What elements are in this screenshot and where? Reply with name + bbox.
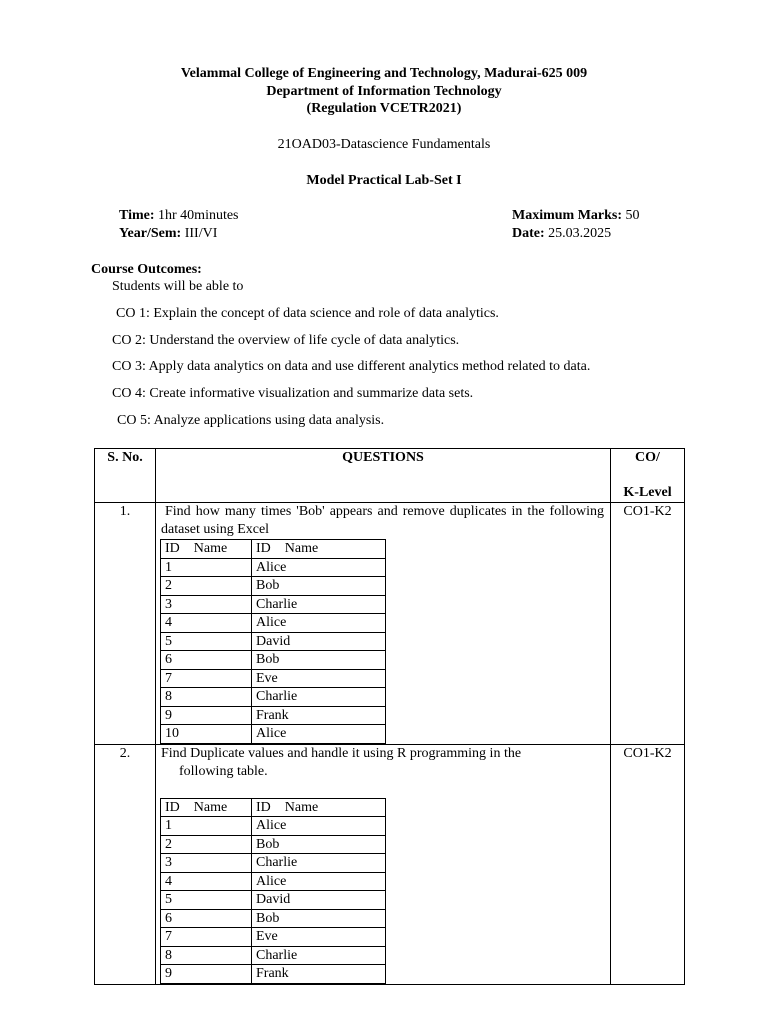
dataset-header-row [161, 798, 386, 817]
dataset-name: Bob [252, 651, 386, 670]
dataset-row [161, 872, 386, 891]
dataset-name: Eve [252, 669, 386, 688]
dataset-name: Eve [252, 928, 386, 947]
dataset-id: 1 [161, 558, 252, 577]
dataset-id: 10 [161, 725, 252, 744]
header-name: Name [193, 541, 228, 556]
dataset-id: 2 [161, 835, 252, 854]
outcome-item: CO 4: Create informative visualization and summarize data sets. [112, 386, 474, 401]
course-title: 21OAD03-Datascience Fundamentals [277, 137, 491, 152]
question-number: 1. [95, 503, 156, 745]
dataset-row [161, 688, 386, 707]
dataset-id: 8 [161, 946, 252, 965]
dataset-name: Charlie [252, 854, 386, 873]
question-text: Find how many times 'Bob' appears and remove duplicates in the following dataset using Excel [161, 504, 604, 537]
dataset-row [161, 725, 386, 744]
regulation: (Regulation VCETR2021) [306, 101, 462, 116]
dataset-id: 5 [161, 632, 252, 651]
date-label: Date: [512, 226, 545, 241]
co-level: CO1-K2 [611, 744, 685, 984]
dataset-name: Charlie [252, 595, 386, 614]
year-label: Year/Sem: [119, 226, 182, 241]
dataset-row [161, 928, 386, 947]
table-row [95, 744, 685, 984]
dataset-row [161, 577, 386, 596]
marks-info [512, 207, 640, 225]
marks-value: 50 [625, 208, 640, 223]
outcome-item: CO 3: Apply data analytics on data and use different analytics method related to data. [112, 359, 591, 374]
dataset-name: Alice [252, 558, 386, 577]
dataset-header-cell [252, 540, 386, 559]
outcome-item: CO 2: Understand the overview of life cycle of data analytics. [112, 333, 460, 348]
time-info [119, 207, 239, 225]
dataset-row [161, 614, 386, 633]
dataset-id: 7 [161, 928, 252, 947]
dataset-row [161, 891, 386, 910]
dataset-row [161, 651, 386, 670]
dataset-name: Bob [252, 577, 386, 596]
dataset-row [161, 965, 386, 984]
time-label: Time: [119, 208, 155, 223]
question-text-line2: following table. [179, 763, 268, 779]
department-name: Department of Information Technology [266, 83, 502, 99]
dataset-name: Charlie [252, 688, 386, 707]
dataset-id: 9 [161, 706, 252, 725]
dataset-id: 2 [161, 577, 252, 596]
dataset-id: 6 [161, 651, 252, 670]
dataset-id: 4 [161, 872, 252, 891]
dataset-id: 7 [161, 669, 252, 688]
question-text-line1: Find Duplicate values and handle it using R programming in the [161, 745, 522, 761]
dataset-row [161, 706, 386, 725]
co-level: CO1-K2 [611, 503, 685, 745]
dataset-name: Alice [252, 614, 386, 633]
dataset-header-cell [161, 540, 252, 559]
outcomes-heading: Course Outcomes: [91, 262, 202, 277]
time-value: 1hr 40minutes [158, 208, 239, 223]
dataset-id: 5 [161, 891, 252, 910]
co-header-line1: CO/ [635, 450, 660, 465]
year-value: III/VI [184, 226, 218, 241]
dataset-id: 9 [161, 965, 252, 984]
dataset-row [161, 669, 386, 688]
dataset-id: 6 [161, 909, 252, 928]
co-header [611, 449, 685, 503]
dataset-row [161, 558, 386, 577]
dataset-row [161, 632, 386, 651]
header-name: Name [284, 541, 319, 556]
marks-label: Maximum Marks: [512, 208, 623, 223]
date-value: 25.03.2025 [548, 226, 612, 241]
header-name: Name [284, 799, 319, 815]
dataset-row [161, 817, 386, 836]
header-id: ID [256, 541, 271, 556]
dataset-name: Alice [252, 725, 386, 744]
outcome-item: CO 5: Analyze applications using data analysis. [117, 413, 385, 428]
dataset-row [161, 909, 386, 928]
dataset-row [161, 595, 386, 614]
questions-table [94, 448, 685, 985]
header-id: ID [256, 799, 271, 815]
dataset-id: 8 [161, 688, 252, 707]
header-id: ID [165, 541, 180, 556]
dataset-name: Charlie [252, 946, 386, 965]
date-info [512, 225, 611, 243]
dataset-name: David [252, 632, 386, 651]
dataset-name: Frank [252, 965, 386, 984]
dataset-id: 3 [161, 595, 252, 614]
dataset-header-row [161, 540, 386, 559]
dataset-name: Alice [252, 817, 386, 836]
exam-title: Model Practical Lab-Set I [306, 173, 462, 188]
dataset-table [160, 539, 386, 744]
question-cell [156, 744, 611, 984]
dataset-header-cell [161, 798, 252, 817]
dataset-row [161, 835, 386, 854]
header-name: Name [193, 799, 228, 815]
dataset-name: Frank [252, 706, 386, 725]
dataset-name: Bob [252, 909, 386, 928]
year-info [119, 225, 217, 243]
dataset-name: David [252, 891, 386, 910]
table-header-row [95, 449, 685, 503]
outcomes-intro: Students will be able to [112, 279, 244, 294]
dataset-id: 3 [161, 854, 252, 873]
dataset-name: Bob [252, 835, 386, 854]
question-number: 2. [95, 744, 156, 984]
dataset-table [160, 798, 386, 984]
college-name: Velammal College of Engineering and Technology, Madurai-625 009 [180, 66, 588, 81]
table-row [95, 503, 685, 745]
dataset-row [161, 854, 386, 873]
dataset-row [161, 946, 386, 965]
dataset-name: Alice [252, 872, 386, 891]
question-cell [156, 503, 611, 745]
co-header-line2: K-Level [623, 485, 672, 500]
questions-header: QUESTIONS [156, 449, 611, 503]
dataset-id: 4 [161, 614, 252, 633]
sno-header: S. No. [95, 449, 156, 503]
outcome-item: CO 1: Explain the concept of data science and role of data analytics. [116, 306, 499, 321]
header-id: ID [165, 799, 180, 815]
dataset-id: 1 [161, 817, 252, 836]
dataset-header-cell [252, 798, 386, 817]
